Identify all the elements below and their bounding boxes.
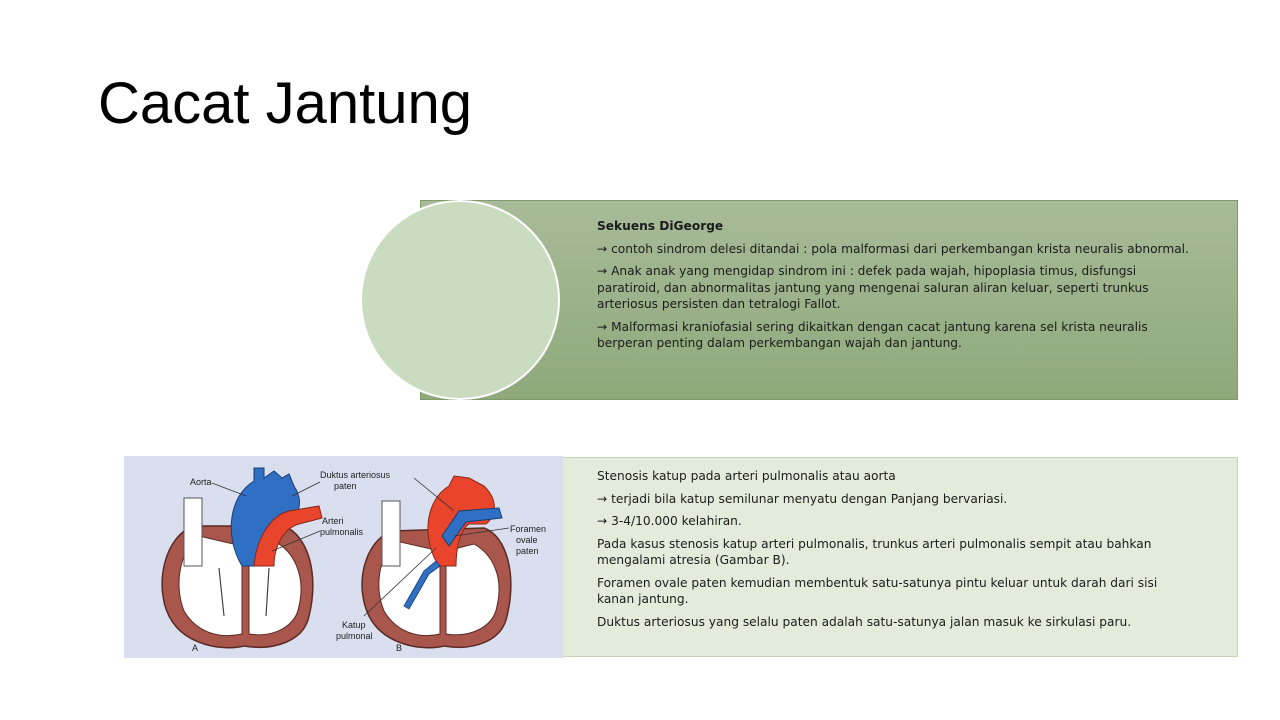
stenosis-line-4: Pada kasus stenosis katup arteri pulmonalis, trunkus arteri pulmonalis sempit atau bahkan mengalami atresia (Gambar B). [597,536,1152,567]
decorative-circle [360,200,560,400]
label-foramen-3: paten [516,546,539,556]
stenosis-line-1: Stenosis katup pada arteri pulmonalis atau aorta [597,469,896,483]
heart-b [336,476,546,653]
stenosis-text [597,468,1197,636]
heart-diagram-svg [124,456,563,658]
stenosis-line-2: → terjadi bila katup semilunar menyatu dengan Panjang bervariasi. [597,491,1008,506]
label-arteri-2: pulmonalis [320,527,364,537]
label-duktus-2: paten [334,481,357,491]
heart-a-vena-cava [184,498,202,566]
stenosis-line-6: Duktus arteriosus yang selalu paten adalah satu-satunya jalan masuk ke sirkulasi paru. [597,614,1132,629]
label-aorta: Aorta [190,477,212,487]
stenosis-line-3: → 3-4/10.000 kelahiran. [597,514,742,528]
label-katup-2: pulmonal [336,631,373,641]
digeorge-text [597,218,1197,358]
stenosis-line-5: Foramen ovale paten kemudian membentuk satu-satunya pintu keluar untuk darah dari sisi kanan jantung. [597,575,1158,606]
digeorge-bullet-3: → Malformasi kraniofasial sering dikaitkan dengan cacat jantung karena sel krista neuralis berperan penting dalam perkembangan wajah dan jantung. [597,319,1148,350]
digeorge-heading: Sekuens DiGeorge [597,219,724,233]
slide-title: Cacat Jantung [98,71,473,136]
digeorge-bullet-1: → contoh sindrom delesi ditandai : pola malformasi dari perkembangan krista neuralis abnormal. [597,241,1189,256]
heart-b-vena-cava [382,501,400,566]
label-arteri-1: Arteri [322,516,344,526]
heart-diagram [124,456,563,658]
label-fig-b: B [396,643,403,653]
digeorge-bullet-2: → Anak anak yang mengidap sindrom ini : defek pada wajah, hipoplasia timus, disfungsi paratiroid, dan abnormalitas jantung yang mengenai saluran aliran keluar, seperti trunkus arteriosus persisten dan tetralogi Fallot. [597,264,1149,311]
label-katup-1: Katup [342,620,366,630]
label-foramen-2: ovale [516,535,538,545]
label-duktus-1: Duktus arteriosus [320,470,391,480]
label-fig-a: A [192,643,199,653]
label-foramen-1: Foramen [510,524,547,534]
